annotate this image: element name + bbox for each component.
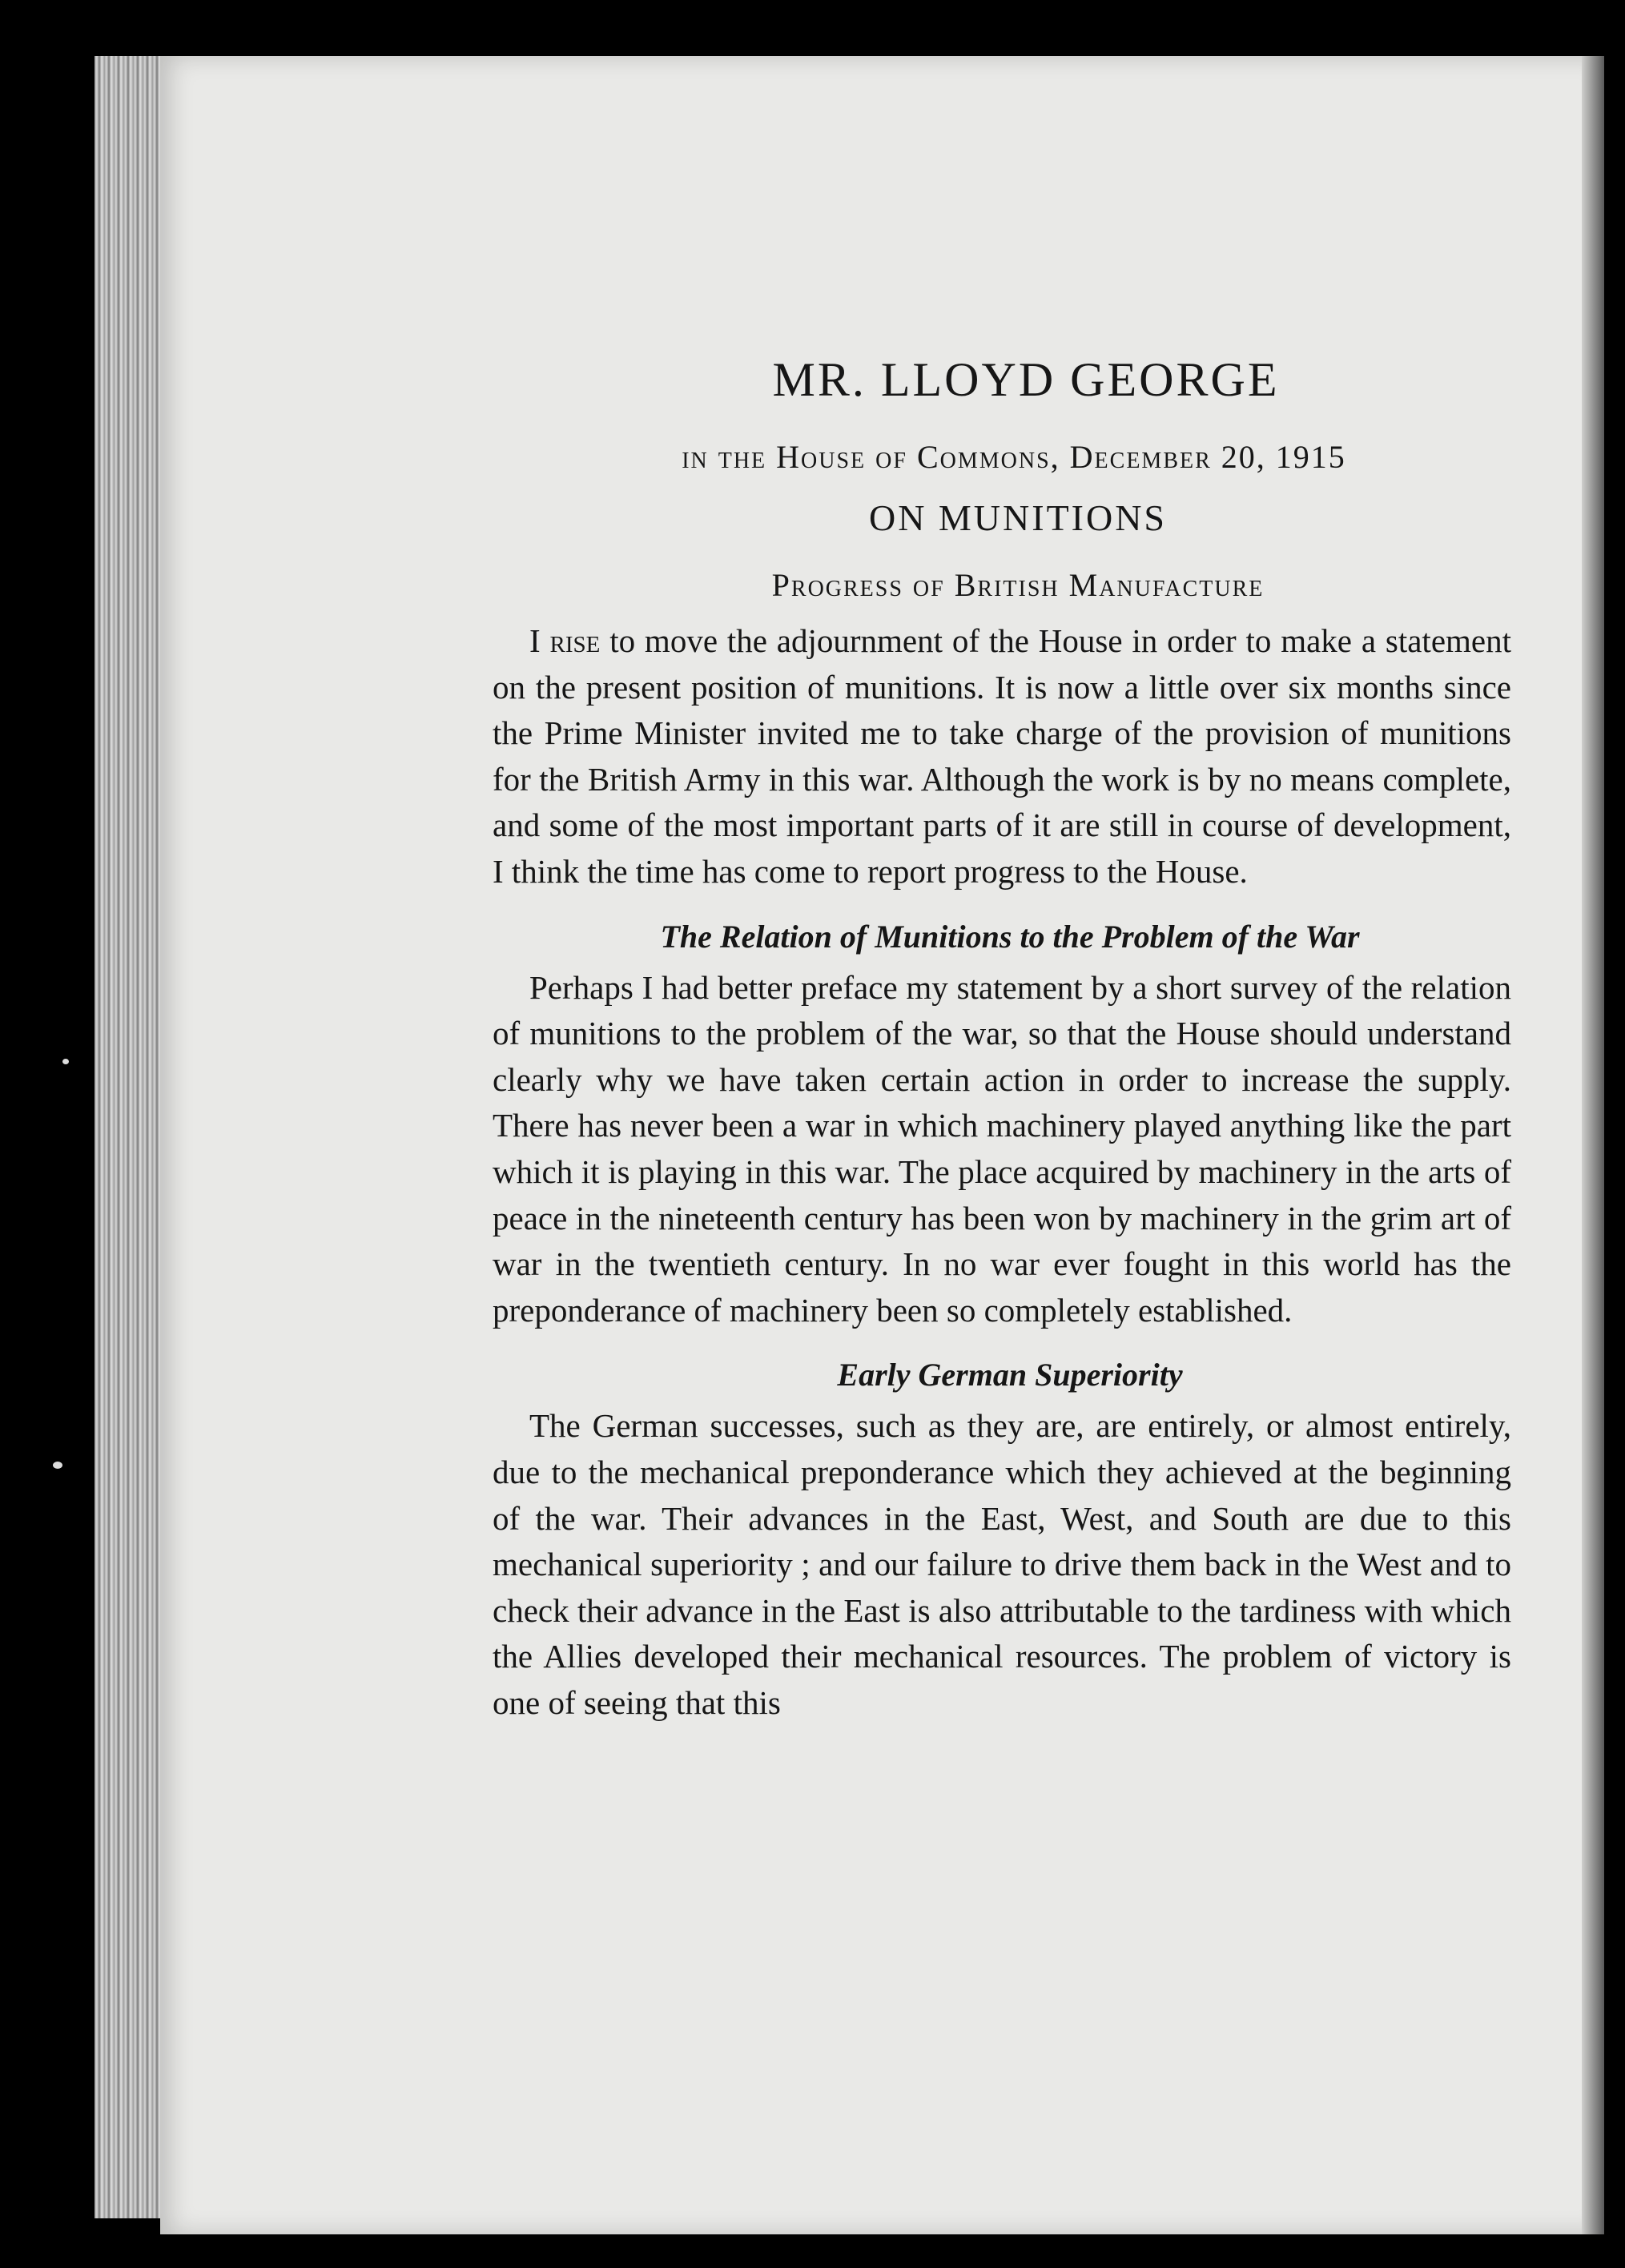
intro-text: to move the adjournment of the House in order to make a statement on the present position of munitions. It is now a little over six months since the Prime Minister invited me to take charge of the provision of munitions for the British Army in this war. Although the work is by no means complete, and some of the most important parts of it are still in course of development, I think the time has come to report progress to the House.	[493, 622, 1511, 890]
section-paragraph-german-superiority: The German successes, such as they are, are entirely, or almost entirely, due to the mechanical preponderance which they achieved at the beginning of the war. Their advances in the East, West, and South are due to this mechanical superiority ; and our failure to drive them back in the West and to check their advance in the East is also attributable to the tardiness with which the Allies developed their mechanical resources. The problem of victory is one of seeing that this	[493, 1407, 1511, 1721]
intro-lead-words: I rise	[529, 622, 601, 659]
page-text	[493, 352, 1511, 1726]
speech-heading: ON MUNITIONS	[868, 497, 1168, 538]
scan-speck	[53, 1462, 62, 1469]
page-gutter-shadow	[1582, 56, 1604, 2234]
speech-venue-date: in the House of Commons, December 20, 1915	[682, 439, 1346, 475]
section-title-german-superiority: Early German Superiority	[837, 1357, 1183, 1393]
page-title: MR. LLOYD GEORGE	[772, 353, 1280, 406]
section-paragraph-relation: Perhaps I had better preface my statement by a short survey of the relation of munitions to the problem of the war, so that the House should understand clearly why we have taken certain action in order to increase the supply. There has never been a war in which machinery played anything like the part which it is playing in this war. The place acquired by machinery in the arts of peace in the nineteenth century has been won by machinery in the grim art of war in the twentieth century. In no war ever fought in this world has the preponderance of machinery been so completely established.	[493, 968, 1511, 1329]
scan-speck	[62, 1059, 69, 1064]
speech-subheading: Progress of British Manufacture	[771, 567, 1265, 603]
intro-paragraph	[493, 618, 1511, 895]
section-title-relation: The Relation of Munitions to the Problem of the War	[660, 918, 1360, 955]
